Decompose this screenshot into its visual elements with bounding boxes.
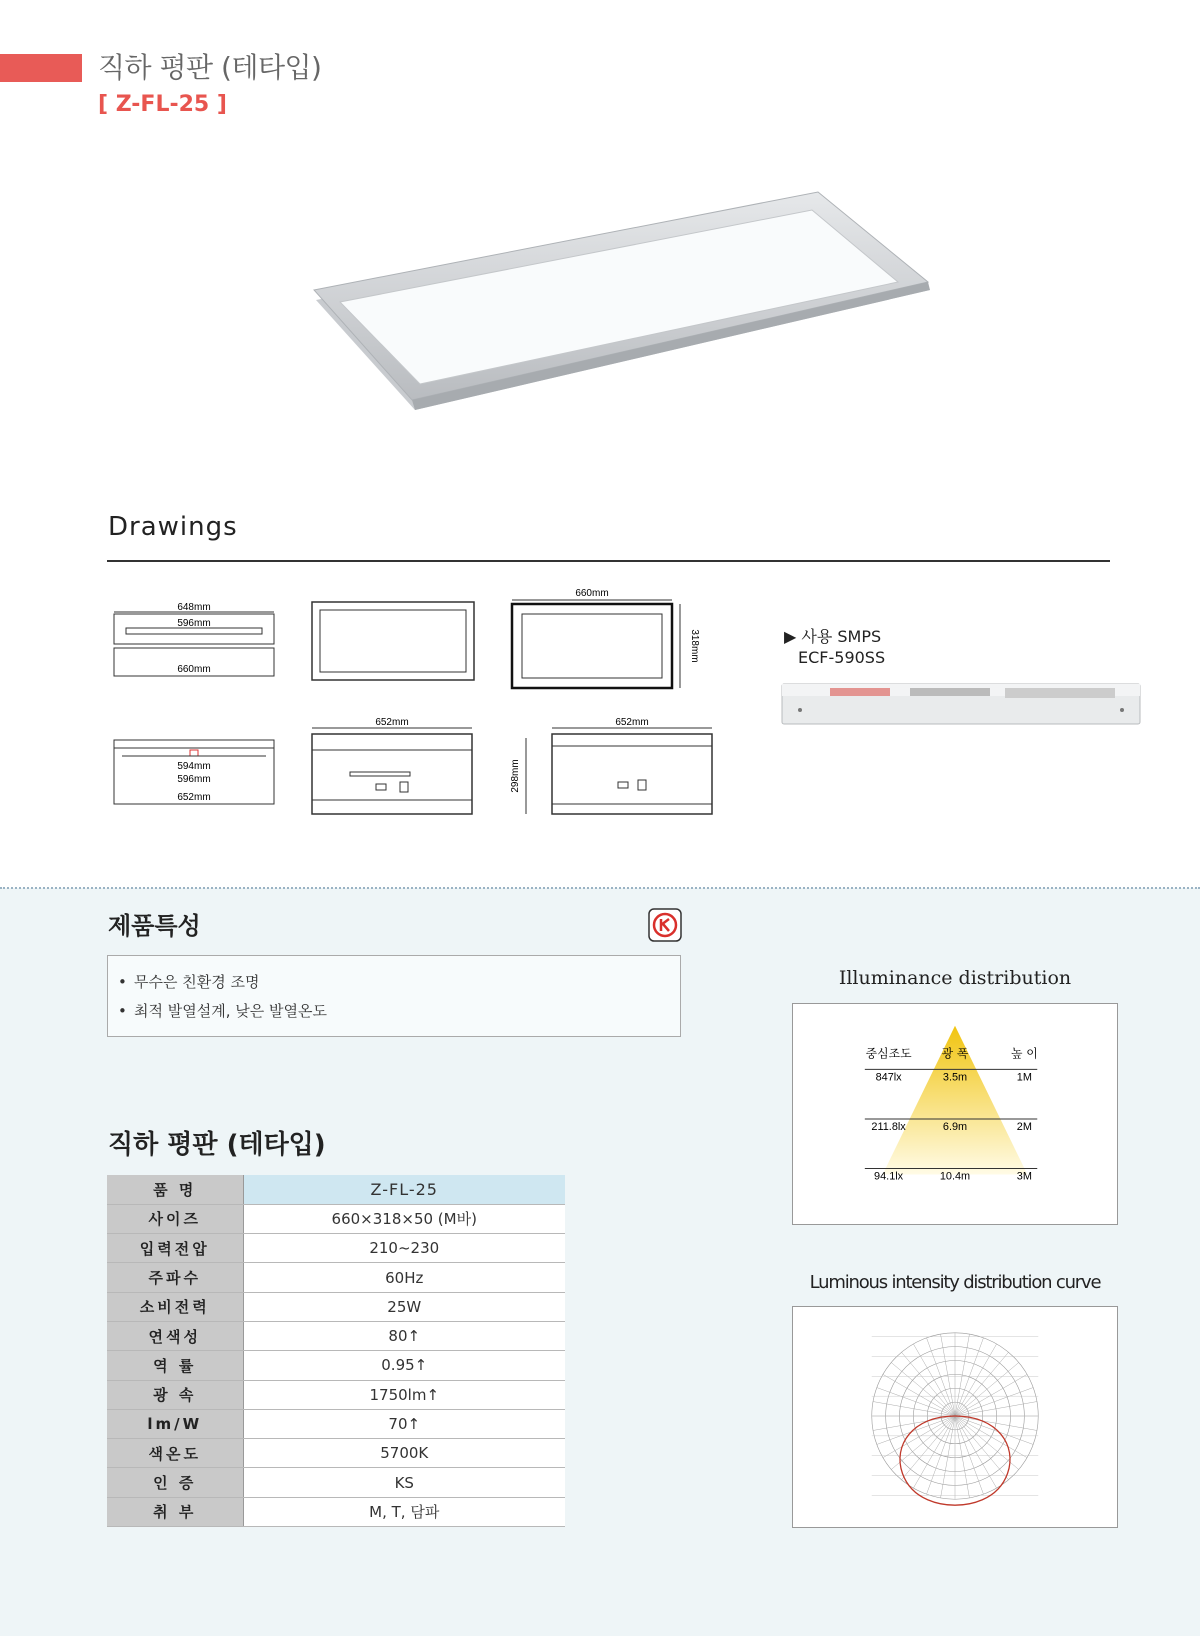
back-view-drawing-2 bbox=[510, 716, 720, 820]
lux-2m: 211.8lx bbox=[871, 1120, 906, 1133]
back-view-drawing bbox=[308, 716, 480, 820]
dim-298: 298mm bbox=[510, 759, 521, 793]
features-title: 제품특성 bbox=[108, 912, 201, 940]
table-row bbox=[107, 1380, 565, 1409]
spec-title: 직하 평판 (테타입) bbox=[108, 1130, 326, 1160]
table-row bbox=[107, 1351, 565, 1380]
dim-652-b: 652mm bbox=[375, 717, 409, 728]
ks-certification-icon bbox=[648, 908, 682, 942]
dim-660: 660mm bbox=[177, 664, 211, 675]
spec-value: 80↑ bbox=[243, 1321, 565, 1350]
product-code: [ Z-FL-25 ] bbox=[98, 92, 227, 117]
spec-key: 색온도 bbox=[107, 1439, 243, 1468]
illuminance-title: Illuminance distribution bbox=[838, 967, 1072, 989]
feature-item: • 무수은 친환경 조명 bbox=[118, 973, 260, 991]
accent-bar bbox=[0, 54, 82, 82]
spec-value: 70↑ bbox=[243, 1409, 565, 1438]
spec-table bbox=[107, 1175, 565, 1527]
dim-318: 318mm bbox=[689, 629, 700, 663]
table-row bbox=[107, 1263, 565, 1292]
col-height-label: 높 이 bbox=[1011, 1046, 1038, 1061]
width-3m: 10.4m bbox=[939, 1170, 971, 1183]
height-2m: 2M bbox=[1016, 1120, 1032, 1133]
drawings-divider bbox=[107, 560, 1110, 562]
col-width-label: 광 폭 bbox=[941, 1046, 969, 1061]
spec-value: Z-FL-25 bbox=[243, 1175, 565, 1204]
table-row bbox=[107, 1175, 565, 1204]
drawings-title: Drawings bbox=[108, 512, 238, 542]
spec-key: 입력전압 bbox=[107, 1234, 243, 1263]
spec-value: 1750lm↑ bbox=[243, 1380, 565, 1409]
smps-model: ECF-590SS bbox=[798, 648, 886, 667]
spec-value: 660×318×50 (M바) bbox=[243, 1204, 565, 1233]
page-title: 직하 평판 (테타입) bbox=[98, 51, 322, 84]
spec-value: 25W bbox=[243, 1292, 565, 1321]
illuminance-diagram bbox=[792, 1003, 1118, 1225]
spec-key: 역 률 bbox=[107, 1351, 243, 1380]
spec-key: 품 명 bbox=[107, 1175, 243, 1204]
width-1m: 3.5m bbox=[942, 1071, 968, 1084]
height-3m: 3M bbox=[1016, 1170, 1032, 1183]
feature-item: • 최적 발열설계, 낮은 발열온도 bbox=[118, 1002, 327, 1020]
luminous-title: Luminous intensity distribution curve bbox=[809, 1272, 1101, 1293]
dim-596: 596mm bbox=[177, 618, 211, 629]
side-view-drawing-2 bbox=[108, 736, 280, 808]
dim-594: 594mm bbox=[177, 761, 211, 772]
product-photo bbox=[300, 190, 950, 440]
table-row bbox=[107, 1497, 565, 1526]
front-view-drawing bbox=[308, 598, 480, 692]
spec-key: 연색성 bbox=[107, 1321, 243, 1350]
width-2m: 6.9m bbox=[942, 1120, 968, 1133]
dim-652-c: 652mm bbox=[615, 717, 649, 728]
spec-key: 취 부 bbox=[107, 1497, 243, 1526]
features-box bbox=[107, 955, 681, 1037]
spec-key: lm/W bbox=[107, 1409, 243, 1438]
spec-key: 인 증 bbox=[107, 1468, 243, 1497]
table-row bbox=[107, 1439, 565, 1468]
dim-652-a: 652mm bbox=[177, 792, 211, 803]
dim-660-top: 660mm bbox=[575, 588, 609, 599]
dim-596-b: 596mm bbox=[177, 774, 211, 785]
lux-3m: 94.1lx bbox=[874, 1170, 904, 1183]
table-row bbox=[107, 1321, 565, 1350]
table-row bbox=[107, 1409, 565, 1438]
spec-value: KS bbox=[243, 1468, 565, 1497]
table-row bbox=[107, 1468, 565, 1497]
table-row bbox=[107, 1234, 565, 1263]
spec-key: 소비전력 bbox=[107, 1292, 243, 1321]
table-row bbox=[107, 1292, 565, 1321]
col-center-label: 중심조도 bbox=[865, 1046, 912, 1061]
spec-value: 60Hz bbox=[243, 1263, 565, 1292]
smps-device-image bbox=[780, 680, 1142, 728]
lux-1m: 847lx bbox=[875, 1071, 902, 1084]
top-view-drawing bbox=[508, 584, 708, 696]
spec-key: 주파수 bbox=[107, 1263, 243, 1292]
dim-648: 648mm bbox=[177, 602, 211, 613]
height-1m: 1M bbox=[1016, 1071, 1032, 1084]
spec-value: 0.95↑ bbox=[243, 1351, 565, 1380]
table-row bbox=[107, 1204, 565, 1233]
spec-key: 사이즈 bbox=[107, 1204, 243, 1233]
spec-key: 광 속 bbox=[107, 1380, 243, 1409]
smps-label bbox=[784, 626, 885, 668]
smps-label-line: ▶ 사용 SMPS bbox=[784, 627, 882, 646]
spec-value: M, T, 담파 bbox=[243, 1497, 565, 1526]
section-divider bbox=[0, 887, 1200, 889]
side-view-drawing bbox=[108, 600, 280, 682]
luminous-polar-chart bbox=[792, 1306, 1118, 1528]
spec-value: 5700K bbox=[243, 1439, 565, 1468]
spec-value: 210~230 bbox=[243, 1234, 565, 1263]
